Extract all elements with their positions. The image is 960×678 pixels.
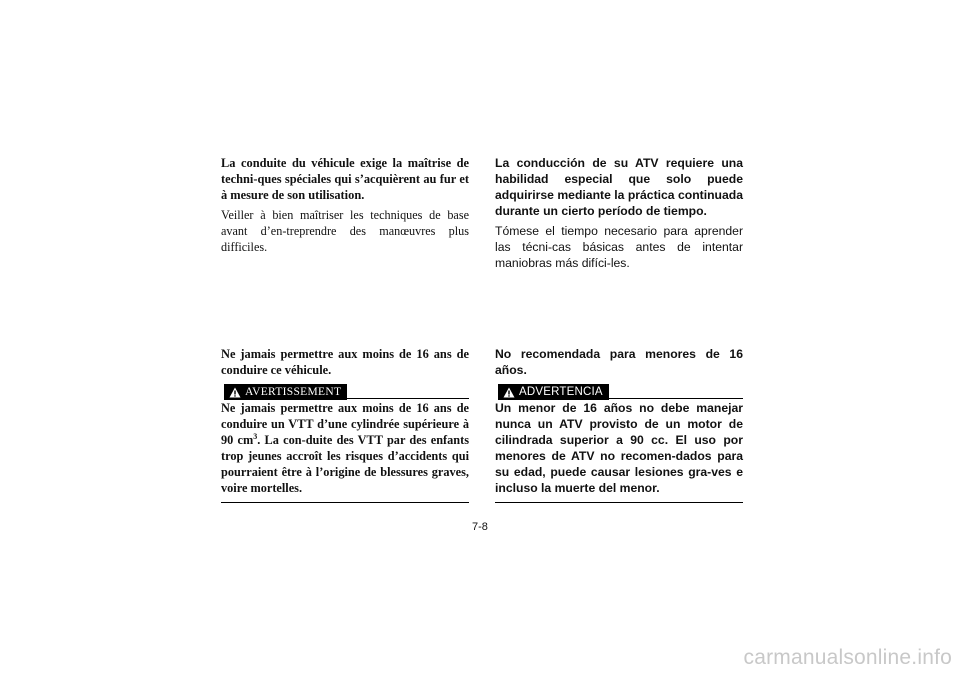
fr-warning-body-text-2: . La con-duite des VTT par des enfants trop jeunes accroît les risques d’accidents qui pourraient être à l’origine de blessures graves, voire mortelles.: [221, 433, 470, 495]
fr-warning-header: [221, 384, 469, 400]
es-warning-top-rule: [607, 398, 743, 399]
fr-technique-lead: La conduite du véhicule exige la maîtrise de techni-ques spéciales qui s’acquièrent au fur et à mesure de son utilisation.: [221, 156, 469, 202]
es-age-lead: No recomendada para menores de 16 años.: [495, 347, 743, 377]
fr-warning-badge: [224, 384, 347, 400]
es-technique-body: Tómese el tiempo necesario para aprender las técni-cas básicas antes de intentar maniobras más difíci-les.: [495, 224, 743, 270]
fr-warning-label: AVERTISSEMENT: [245, 386, 342, 398]
fr-section-technique: [221, 155, 469, 255]
es-warning-body: Un menor de 16 años no debe manejar nunca un ATV provisto de un motor de cilindrada superior a 90 cc. El uso por menores de ATV no recomen-dados para su edad, puede causar lesiones gra-ves e incluso la muerte del menor.: [495, 401, 743, 495]
warning-triangle-icon: [503, 387, 515, 398]
fr-warning-body: [221, 400, 469, 496]
es-section-age: [495, 346, 743, 503]
fr-warning-sup: 3: [253, 431, 258, 441]
fr-age-lead: Ne jamais permettre aux moins de 16 ans de conduire ce véhicule.: [221, 347, 469, 377]
watermark: carmanualsonline.info: [743, 646, 952, 669]
fr-warning-top-rule: [347, 398, 469, 399]
es-section-technique: [495, 155, 743, 271]
fr-warning-bottom-rule: [221, 502, 469, 503]
es-warning-label: ADVERTENCIA: [519, 386, 603, 398]
fr-warning-body-text: Ne jamais permettre aux moins de 16 ans de conduire un VTT d’une cylindrée supérieure à 90 cm: [221, 401, 469, 447]
fr-technique-body: Veiller à bien maîtriser les techniques de base avant d’en-treprendre des manœuvres plus difficiles.: [221, 208, 469, 254]
fr-section-age: [221, 346, 469, 503]
es-warning-badge: [498, 384, 609, 400]
es-technique-lead: La conducción de su ATV requiere una habilidad especial que solo puede adquirirse mediante la práctica continuada durante un cierto período de tiempo.: [495, 156, 743, 218]
page-number: 7-8: [472, 521, 488, 533]
es-warning-header: [495, 384, 743, 400]
es-warning-bottom-rule: [495, 502, 743, 503]
warning-triangle-icon: [229, 387, 241, 398]
